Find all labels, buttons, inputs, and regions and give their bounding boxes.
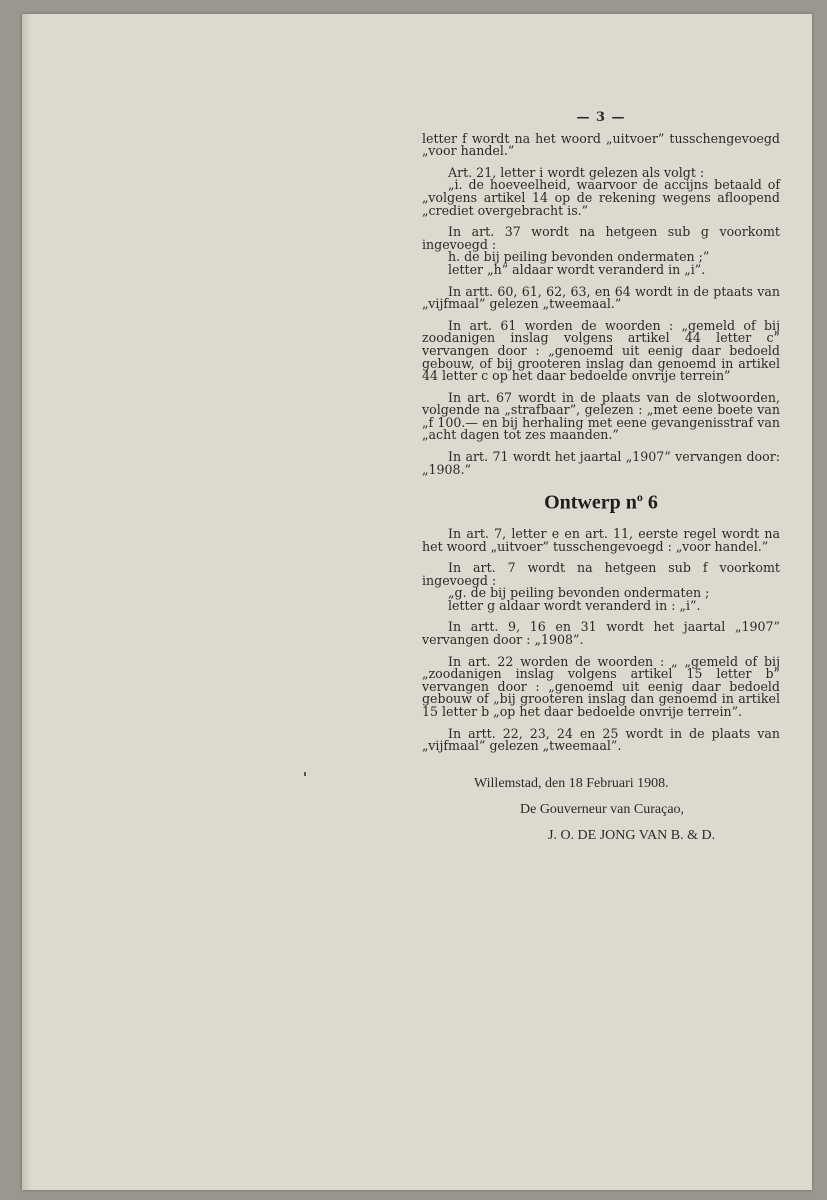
paragraph: In art. 61 worden de woorden : „gemeld of bij zoodanigen inslag volgens artikel 44 letter c” vervangen door : „genoemd uit eenig daar bedoeld gebouw, of bij grooteren inslag dan genoemd in artikel 44 letter c op het daar bedoelde onvrije terrein” xyxy=(422,317,780,384)
paragraph-group xyxy=(422,164,780,218)
heading-superscript: o xyxy=(636,490,643,505)
paragraph: In art. 7, letter e en art. 11, eerste regel wordt na het woord „uitvoer” tusschengevoegd : „voor handel.” xyxy=(422,525,780,554)
paragraph: letter f wordt na het woord „uitvoer” tusschengevoegd „voor handel.” xyxy=(422,130,780,159)
paragraph-line: Art. 21, letter i wordt gelezen als volgt : xyxy=(448,164,705,180)
document-page xyxy=(22,14,812,1190)
paragraph-line: In art. 37 wordt na hetgeen sub g voorkomt ingevoegd : xyxy=(422,224,780,252)
paragraph: In artt. 22, 23, 24 en 25 wordt in de plaats van „vijfmaal” gelezen „tweemaal”. xyxy=(422,725,780,754)
paragraph-line: „i. de hoeveelheid, waarvoor de accijns betaald of „volgens artikel 14 op de rekening wegens afloopend „crediet overgebracht is.” xyxy=(422,177,780,218)
paragraph: In art. 67 wordt in de plaats van de slotwoorden, volgende na „strafbaar”, gelezen : „met eene boete van „f 100.— en bij herhaling met eene gevangenisstraf van „acht dagen tot zes maanden.” xyxy=(422,389,780,443)
paper-speck xyxy=(304,772,306,776)
signature-role: De Gouverneur van Curaçao, xyxy=(520,801,685,817)
page-fold-shadow xyxy=(22,14,30,1190)
page-number: — 3 — xyxy=(576,110,626,125)
paragraph-line: letter „h” aldaar wordt veranderd in „i”. xyxy=(448,261,706,277)
paragraph-group xyxy=(422,562,780,612)
heading-text: Ontwerp n xyxy=(544,491,637,514)
paragraph-group xyxy=(422,226,780,276)
paragraph: In artt. 9, 16 en 31 wordt het jaartal „1907” vervangen door : „1908”. xyxy=(422,619,780,648)
paragraph-line: h. de bij peiling bevonden ondermaten ;” xyxy=(448,249,710,265)
paragraph-line: „g. de bij peiling bevonden ondermaten ; xyxy=(448,585,710,601)
paragraph: In artt. 60, 61, 62, 63, en 64 wordt in de ptaats van „vijfmaal” gelezen „tweemaal.” xyxy=(422,283,780,312)
heading-number: 6 xyxy=(642,491,658,514)
paragraph-line: letter g aldaar wordt veranderd in : „i”. xyxy=(448,597,701,613)
paragraph-line: In art. 7 wordt na hetgeen sub f voorkomt ingevoegd : xyxy=(422,560,780,588)
signature-place-date: Willemstad, den 18 Februari 1908. xyxy=(474,775,669,791)
text-column xyxy=(422,112,780,843)
paragraph: In art. 71 wordt het jaartal „1907” vervangen door: „1908.” xyxy=(422,449,780,477)
paragraph: In art. 22 worden de woorden : „ „gemeld of bij „zoodanigen inslag volgens artikel 15 letter b” vervangen door : „genoemd uit eenig daar bedoeld gebouw of „bij grooteren inslag dan genoemd in artikel 15 letter b „op het daar bedoelde onvrije terrein”. xyxy=(422,653,780,720)
section-heading xyxy=(422,486,780,514)
signature-name: J. O. DE JONG VAN B. & D. xyxy=(548,827,716,843)
